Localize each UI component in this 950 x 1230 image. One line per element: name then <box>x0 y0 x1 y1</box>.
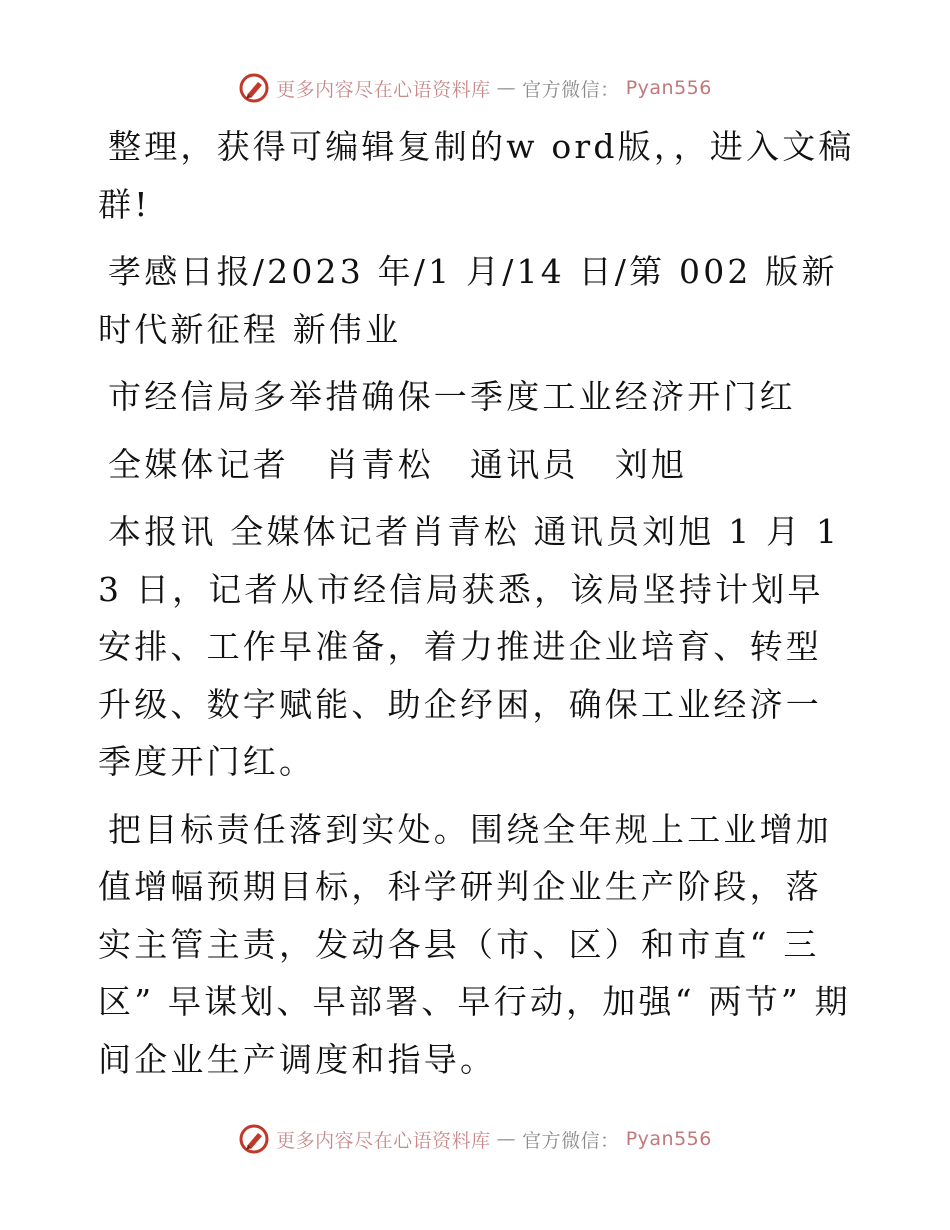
paragraph-body: 把目标责任落到实处。围绕全年规上工业增加值增幅预期目标，科学研判企业生产阶段，落实主管主责，发动各县（市、区）和市直“ 三区” 早谋划、早部署、早行动，加强“ 两节” 期间企业生产调度和指导。 <box>98 809 851 1079</box>
watermark-header <box>0 68 950 108</box>
watermark-sub-text: 官方微信： <box>522 1129 620 1152</box>
paragraph-lead: 本报讯 全媒体记者肖青松 通讯员刘旭 1 月 13 日，记者从市经信局获悉，该局坚持计划早安排、工作早准备，着力推进企业培育、转型升级、数字赋能、助企纾困，确保工业经济一季度开门红。 <box>98 512 841 781</box>
pen-logo-icon <box>238 72 270 104</box>
watermark-main-text: 更多内容尽在心语资料库 <box>276 78 491 101</box>
document-body <box>98 118 858 1088</box>
watermark-sub-text: 官方微信： <box>522 78 620 101</box>
pen-logo-icon <box>238 1123 270 1155</box>
article-title: 市经信局多举措确保一季度工业经济开门红 <box>108 377 796 416</box>
paragraph-source: 孝感日报/2023 年/1 月/14 日/第 002 版新时代新征程 新伟业 <box>98 252 838 349</box>
watermark-inner <box>238 1123 712 1155</box>
article-byline: 全媒体记者 肖青松 通讯员 刘旭 <box>108 444 688 484</box>
watermark-wechat-id: Pyan556 <box>625 77 712 99</box>
watermark-dash: — <box>496 1128 517 1150</box>
watermark-inner <box>238 72 712 104</box>
watermark-dash: — <box>496 77 517 99</box>
paragraph-intro: 整理，获得可编辑复制的w ord版，，进入文稿群! <box>98 127 855 224</box>
watermark-wechat-id: Pyan556 <box>625 1128 712 1150</box>
watermark-main-text: 更多内容尽在心语资料库 <box>276 1129 491 1152</box>
watermark-footer <box>0 1119 950 1159</box>
